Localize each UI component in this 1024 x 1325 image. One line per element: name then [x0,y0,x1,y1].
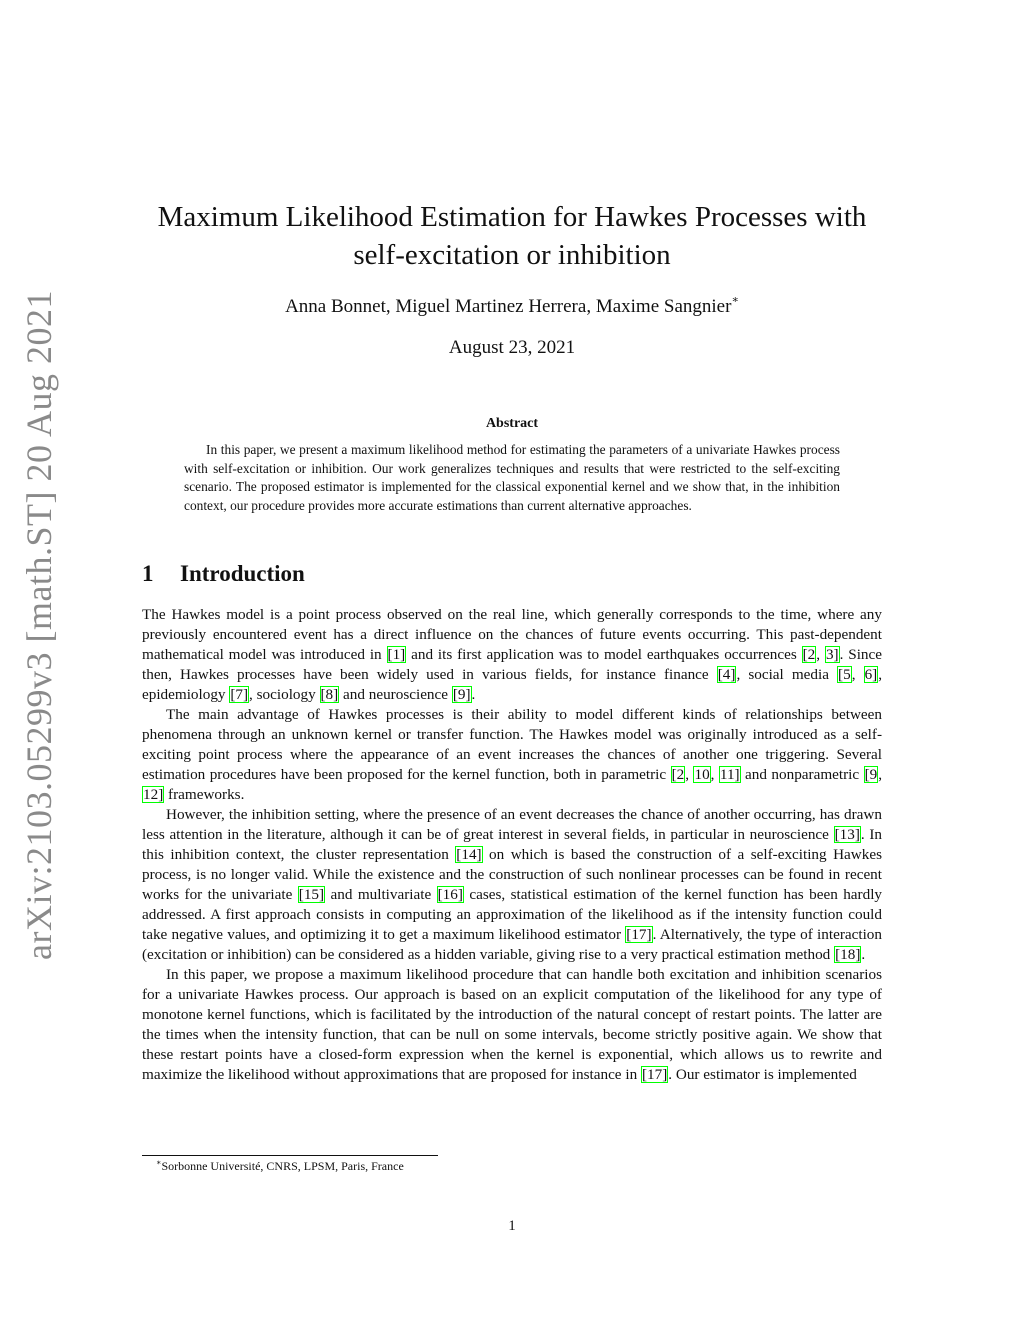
citation-link[interactable]: 12] [143,786,164,803]
introduction-body [142,605,882,1085]
citation-link[interactable]: 3] [825,646,839,663]
section-title: Introduction [180,561,305,586]
text-run: and neuroscience [339,686,452,703]
citation-link[interactable]: [8] [320,686,339,703]
abstract-text: In this paper, we present a maximum likelihood method for estimating the parameters of a univariate Hawkes process with self-excitation or inhibition. Our work generalizes techniques and results that were restricted to the self-exciting scenario. The proposed estimator is implemented for the classical exponential kernel and we show that, in the inhibition context, our procedure provides more accurate estimations than current alternative approaches. [184,442,840,513]
footnote-mark: ∗ [156,1158,162,1167]
text-run: . In this inhibition context, the cluster representation [142,826,882,863]
paper-title [142,198,882,274]
citation-link[interactable]: 10 [694,766,710,783]
paragraph-2 [142,705,882,805]
text-run: The main advantage of Hawkes processes is their ability to model different kinds of relationships between phenomena through an unknown kernel or transfer function. The Hawkes model was originally introduced as a self-exciting point process where the appearance of an event increases the chances of another one triggering. Several estimation procedures have been proposed for the kernel function, both in parametric [142,706,882,783]
text-run: However, the inhibition setting, where the presence of an event decreases the chance of another occurring, has drawn less attention in the literature, although it can be of great interest in several fields, in particular in neuroscience [142,806,882,843]
text-run: . [471,686,476,703]
citation-link[interactable]: [7] [230,686,249,703]
citation-link[interactable]: [2 [802,646,816,663]
text-run: , epidemiology [142,666,883,703]
author-footnote-mark: ∗ [731,294,739,306]
text-run: and multivariate [325,886,437,903]
page-number: 1 [508,1218,516,1234]
citation-link[interactable]: [15] [298,886,325,903]
text-run: cases, statistical estimation of the kernel function has been hardly addressed. A first approach consists in computing an approximation of the likelihood as if the intensity function could take negative values, and optimizing it to get a maximum likelihood estimator [142,886,883,943]
title-line-1: Maximum Likelihood Estimation for Hawkes Processes with [157,201,867,233]
citation-link[interactable]: [16] [437,886,463,903]
text-run: . [861,946,866,963]
abstract-heading: Abstract [485,416,539,431]
text-run: on which is based the construction of a self-exciting Hawkes process, is no longer valid. While the existence and the construction of such nonlinear processes can be found in recent works for the univariate [142,846,882,903]
citation-link[interactable]: [1] [387,646,406,663]
text-run: , [878,766,883,783]
footnote [156,1159,404,1174]
paragraph-4 [142,965,882,1085]
citation-link[interactable]: [17] [641,1066,668,1083]
citation-link[interactable]: [14] [456,846,482,863]
citation-link[interactable]: [17] [626,926,652,943]
section-number: 1 [142,561,154,586]
text-run: , [710,766,719,783]
authors-text: Anna Bonnet, Miguel Martinez Herrera, Maxime Sangnier [285,296,732,317]
section-heading [142,561,305,587]
paper-date: August 23, 2021 [448,337,576,358]
text-run: frameworks. [164,786,245,803]
text-run: and its first application was to model earthquakes occurrences [406,646,802,663]
citation-link[interactable]: [5 [838,666,851,683]
citation-link[interactable]: [18] [835,946,861,963]
text-run: , sociology [249,686,320,703]
text-run: In this paper, we propose a maximum likelihood procedure that can handle both excitation and inhibition scenarios for a univariate Hawkes process. Our approach is based on an explicit computation of the likelihood for any type of monotone kernel functions, which is facilitated by the introduction of the natural concept of restart points. The latter are the times when the intensity function, that can be null on some intervals, become strictly positive again. We show that these restart points have a closed-form expression when the kernel is exponential, which allows us to rewrite and maximize the likelihood without approximations that are proposed for instance in [142,966,882,1083]
footnote-text: Sorbonne Université, CNRS, LPSM, Paris, France [161,1159,404,1173]
citation-link[interactable]: [13] [834,826,860,843]
citation-link[interactable]: 11] [719,766,740,783]
citation-link[interactable]: 6] [864,666,878,683]
text-run: . Our estimator is implemented [668,1066,857,1083]
arxiv-identifier-stamp: arXiv:2103.05299v3 [math.ST] 20 Aug 2021 [19,290,59,960]
paragraph-1 [142,605,882,705]
citation-link[interactable]: [9] [452,686,471,703]
footnote-divider [142,1155,438,1156]
author-list [142,296,882,318]
text-run: . Alternatively, the type of interaction (excitation or inhibition) can be considered as a hidden variable, giving rise to a very practical estimation method [142,926,882,963]
title-line-2: self-excitation or inhibition [353,239,671,271]
paragraph-3 [142,805,882,965]
text-run: , [851,666,864,683]
text-run: The Hawkes model is a point process observed on the real line, which generally corresponds to the time, where any previously encountered event has a direct influence on the chances of future events occurring. This past-dependent mathematical model was introduced in [142,606,882,663]
citation-link[interactable]: [4] [717,666,736,683]
text-run: and nonparametric [740,766,864,783]
citation-link[interactable]: [2 [671,766,685,783]
text-run: . Since then, Hawkes processes have been widely used in various fields, for instance finance [142,646,883,683]
citation-link[interactable]: [9 [864,766,878,783]
text-run: , [816,646,825,663]
text-run: , [685,766,694,783]
text-run: , social media [736,666,838,683]
